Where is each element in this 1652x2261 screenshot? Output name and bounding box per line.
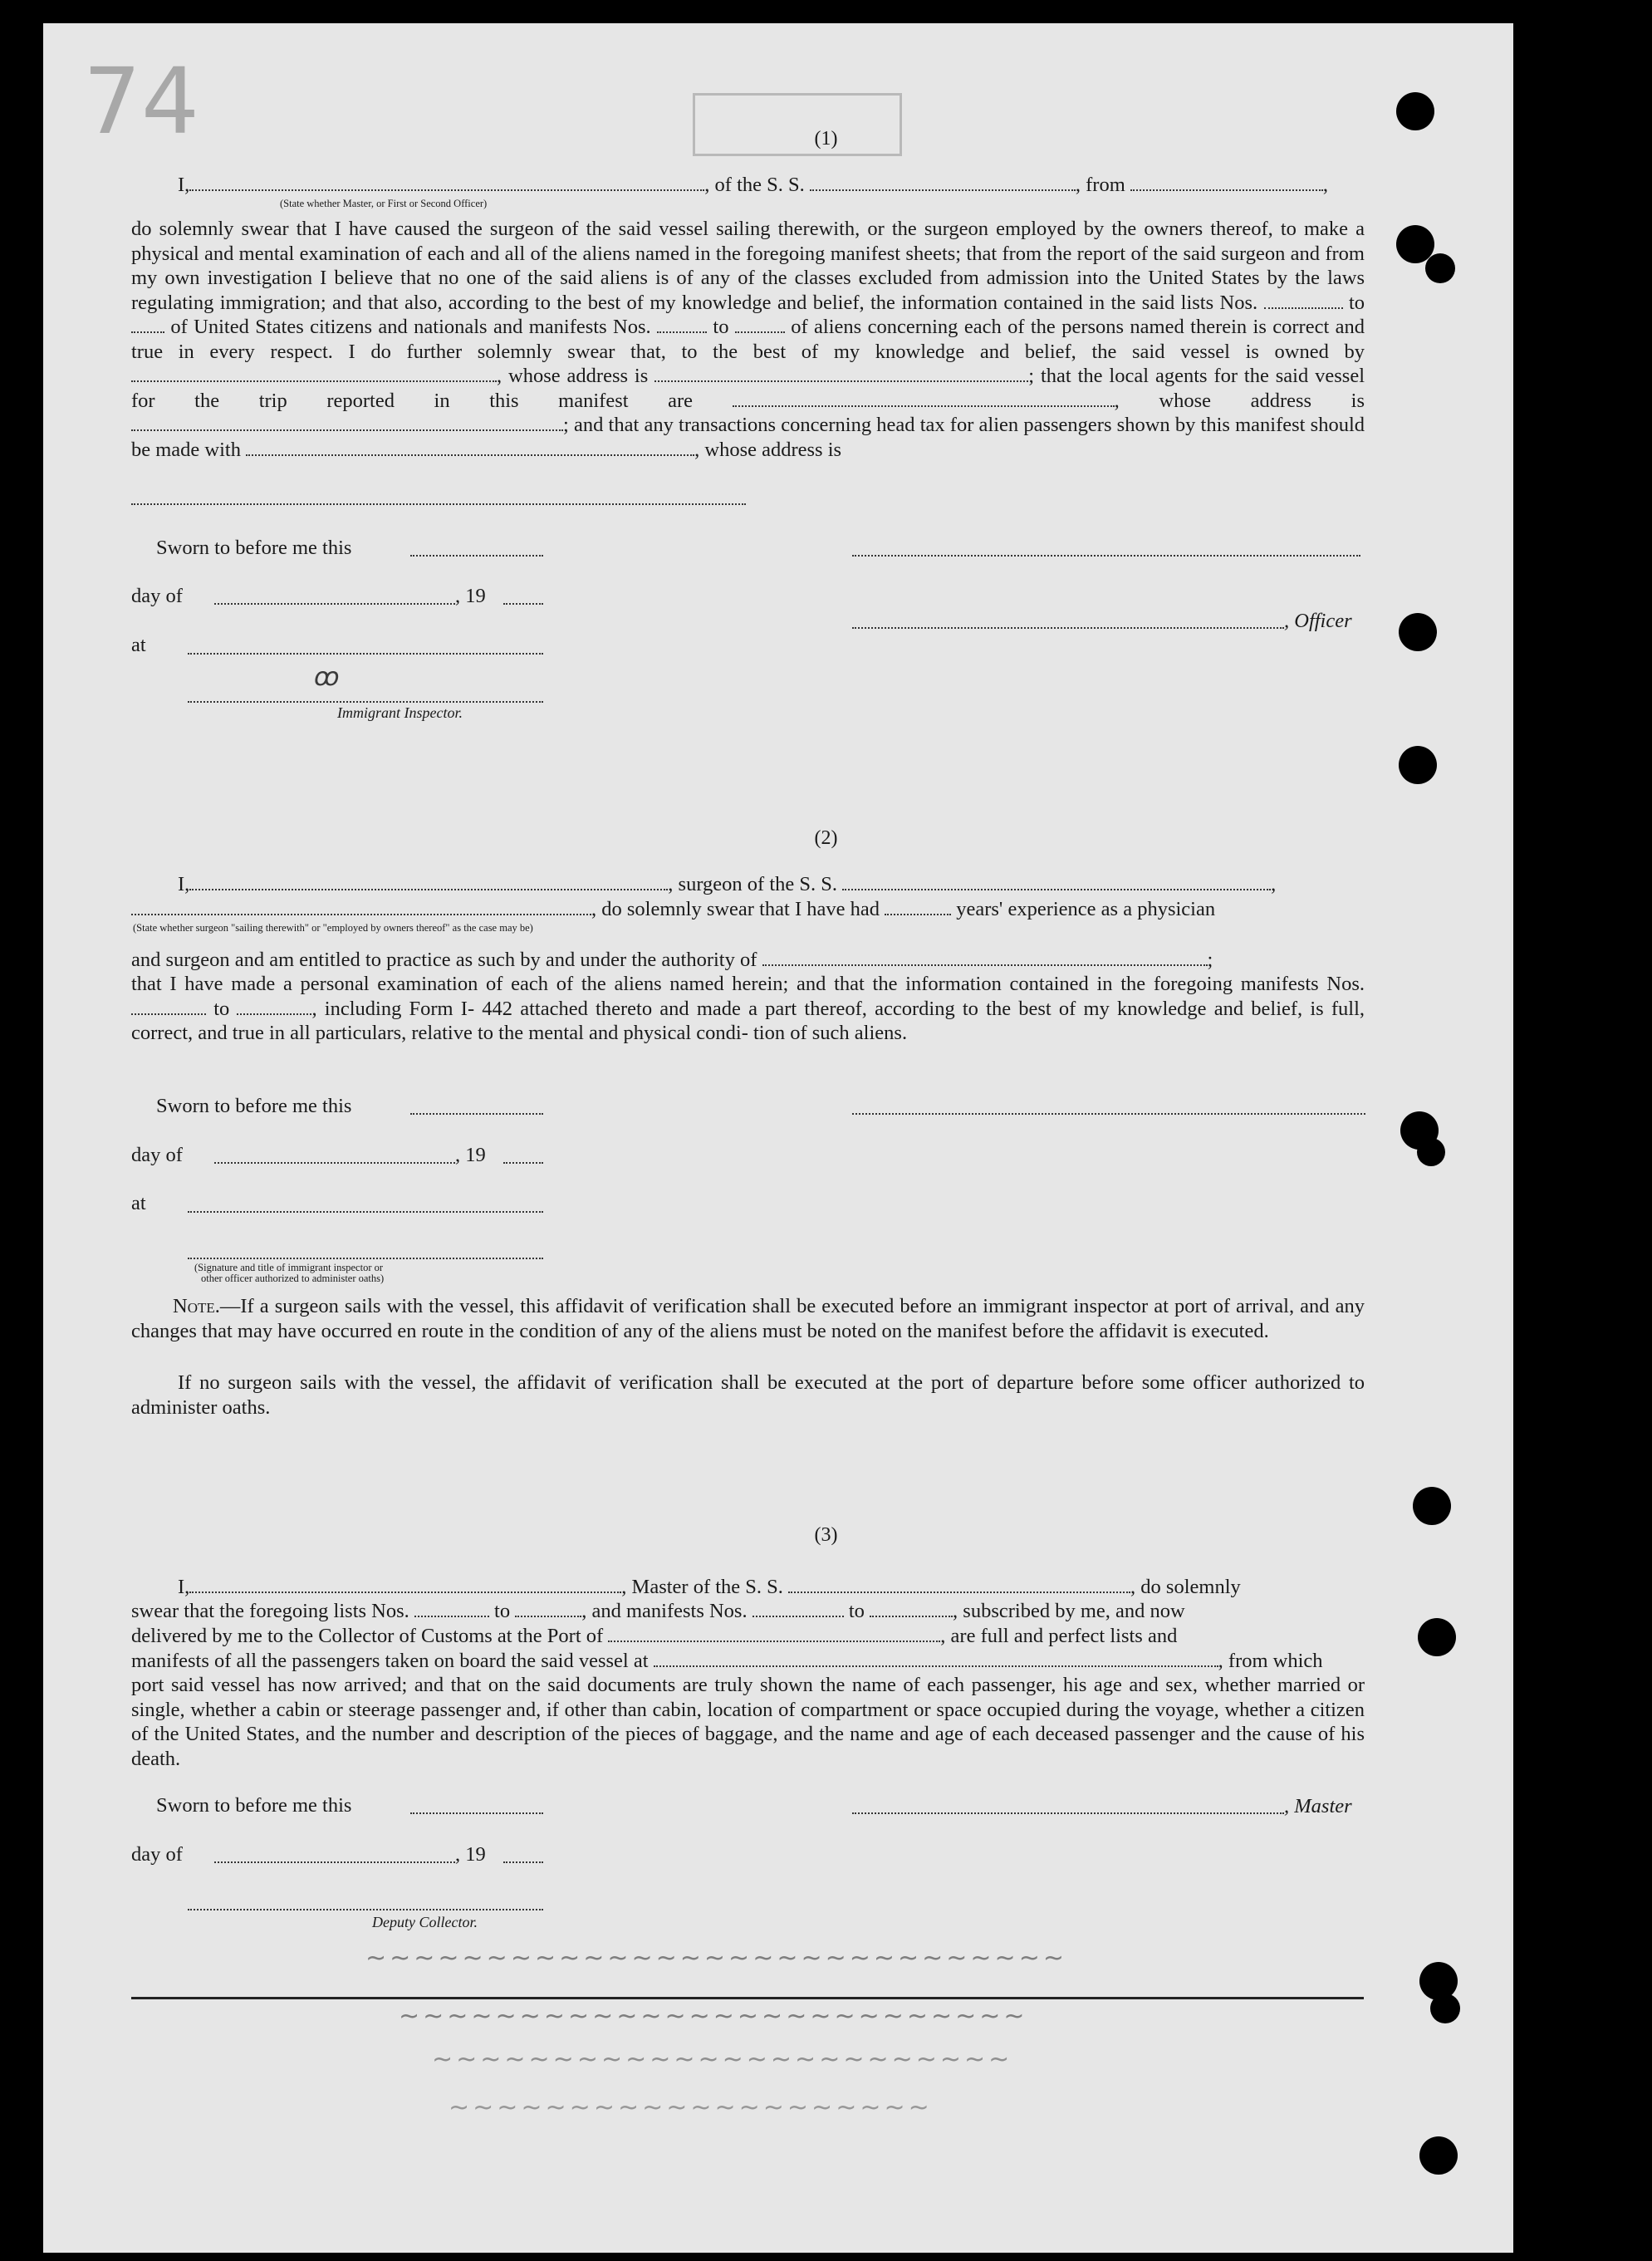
day-of-line <box>214 1861 455 1863</box>
note-paragraph-2: If no surgeon sails with the vessel, the affidavit of verification shall be executed at the port of departure before some officer authorized to administer oaths. <box>131 1371 1365 1419</box>
deputy-collector-label: Deputy Collector. <box>372 1914 478 1930</box>
section-3-line3: delivered by me to the Collector of Customs at the Port of , are full and perfect lists and <box>131 1625 1178 1647</box>
at-label-2: at <box>131 1192 146 1214</box>
sworn-label-2: Sworn to before me this <box>156 1095 352 1117</box>
day-of-label-1: day of <box>131 585 183 607</box>
note-paragraph: Note.—If a surgeon sails with the vessel, this affidavit of verification shall be executed before an immigrant inspector at port of arrival, and any changes that may have occurred en route in the condition of any of the aliens must be noted on the manifest before the affidavit is executed. <box>131 1295 1365 1342</box>
sworn-date-line <box>410 1812 543 1814</box>
officer-signature-line <box>188 1258 543 1259</box>
year-line <box>503 1162 543 1164</box>
section-2-line2: , do solemnly swear that I have had years' experience as a physician <box>131 897 1215 922</box>
officer-signature-line-1 <box>852 555 1360 557</box>
sworn-label-3: Sworn to before me this <box>156 1794 352 1817</box>
sworn-date-line <box>410 555 543 557</box>
section-1-number: (1) <box>814 128 838 150</box>
collector-signature-line <box>188 1909 543 1910</box>
day-of-label-2: day of <box>131 1144 183 1166</box>
punch-hole <box>1417 1138 1445 1166</box>
annotation-divider <box>131 1997 1364 1999</box>
section-3-line4: manifests of all the passengers taken on board the said vessel at , from which <box>131 1650 1323 1672</box>
punch-hole <box>1418 1618 1456 1656</box>
handwritten-annotation: ~~~~~~~~~~~~~~~~~~~~~~~~ <box>432 2045 1013 2074</box>
signature-caption-2: other officer authorized to administer oaths) <box>201 1273 385 1284</box>
punch-hole <box>1425 253 1455 283</box>
officer-label: , Officer <box>1284 610 1352 632</box>
punch-hole <box>1413 1487 1451 1525</box>
signature-caption-1: (Signature and title of immigrant inspector or <box>194 1262 384 1273</box>
master-signature-line <box>852 1812 1284 1814</box>
handwritten-annotation: ~~~~~~~~~~~~~~~~~~~~~~~~~~ <box>399 2002 1028 2031</box>
section-2-caption: (State whether surgeon "sailing therewith" or "employed by owners thereof" as the case may be) <box>133 922 533 934</box>
master-label: , Master <box>1284 1795 1352 1817</box>
year-label-2: , 19 <box>455 1144 486 1166</box>
section-3-body: port said vessel has now arrived; and that on the said documents are truly shown the name of each passenger, his age and sex, whether married or single, whether a cabin or steerage passenger and, if other than cabin, location of compartment or space occupied during the voyage, whether a citizen of the United States, and the number and description of the pieces of baggage, and the name and age of each deceased passenger and the cause of his death. <box>131 1674 1365 1770</box>
sworn-label-1: Sworn to before me this <box>156 537 352 559</box>
at-line <box>188 653 543 655</box>
stamp-mark: 74 <box>83 48 199 154</box>
year-line <box>503 1861 543 1863</box>
address-line <box>131 503 746 505</box>
sworn-date-line <box>410 1113 543 1115</box>
section-3-number: (3) <box>814 1524 838 1546</box>
note-label: Note. <box>173 1295 220 1317</box>
at-line <box>188 1211 543 1213</box>
inspector-mark: ꝏ <box>314 663 340 692</box>
officer-signature-line-2 <box>852 627 1284 629</box>
year-label-3: , 19 <box>455 1843 486 1866</box>
day-of-line <box>214 603 455 605</box>
inspector-signature-line <box>188 701 543 703</box>
punch-hole <box>1419 2136 1458 2175</box>
punch-hole <box>1396 92 1434 130</box>
punch-hole <box>1399 613 1437 651</box>
year-line <box>503 603 543 605</box>
punch-hole <box>1430 1994 1460 2023</box>
year-label-1: , 19 <box>455 585 486 607</box>
section-1-line1: I, , of the S. S. , from , <box>178 174 1329 196</box>
day-of-line <box>214 1162 455 1164</box>
punch-hole <box>1399 746 1437 784</box>
handwritten-annotation: ~~~~~~~~~~~~~~~~~~~~~~~~~~~~~ <box>365 1944 1067 1973</box>
section-2-line3: and surgeon and am entitled to practice as such by and under the authority of ; <box>131 949 1213 971</box>
immigrant-inspector-label: Immigrant Inspector. <box>337 704 463 721</box>
day-of-label-3: day of <box>131 1843 183 1866</box>
handwritten-annotation: ~~~~~~~~~~~~~~~~~~~~ <box>449 2093 933 2122</box>
section-1-body: do solemnly swear that I have caused the surgeon of the said vessel sailing therewith, or the surgeon employed by the owners thereof, to make a physical and mental examination of each and all of the aliens named in the foregoing manifest sheets; that from the report of the said surgeon and from my own investigation I believe that no one of the said aliens is of any of the classes excluded from admission into the United States by the laws regulating immigration; and that also, according to the best of my knowledge and belief, the information contained in the said lists Nos. to of United States citizens and nationals and manifests Nos. to of aliens concerning each of the persons named therein is correct and true in every respect. I do further solemnly swear that, to the best of my knowledge and belief, the said vessel is owned by , whose address is ; that the local agents for the said vessel for the trip reported in this manifest are , whose address is ; and that any transactions concerning head tax for alien passengers shown by this manifest should be made with , whose address is <box>131 218 1365 461</box>
section-3-line2: swear that the foregoing lists Nos. to , and manifests Nos. to , subscribed by me, and now <box>131 1600 1185 1622</box>
section-1-caption: (State whether Master, or First or Second Officer) <box>280 198 488 209</box>
section-2-line1: I, , surgeon of the S. S. , <box>178 873 1277 895</box>
section-2-number: (2) <box>814 827 838 849</box>
surgeon-signature-line <box>852 1113 1365 1115</box>
section-3-line1: I, , Master of the S. S. , do solemnly <box>178 1576 1241 1598</box>
section-2-body: that I have made a personal examination of each of the aliens named herein; and that the information contained in the foregoing manifests Nos. to , including Form I- 442 attached thereto and made a part thereof, according to the best of my knowledge and belief, is full, correct, and true in all particulars, relative to the mental and physical condi- tion of such aliens. <box>131 973 1365 1044</box>
at-label-1: at <box>131 634 146 656</box>
